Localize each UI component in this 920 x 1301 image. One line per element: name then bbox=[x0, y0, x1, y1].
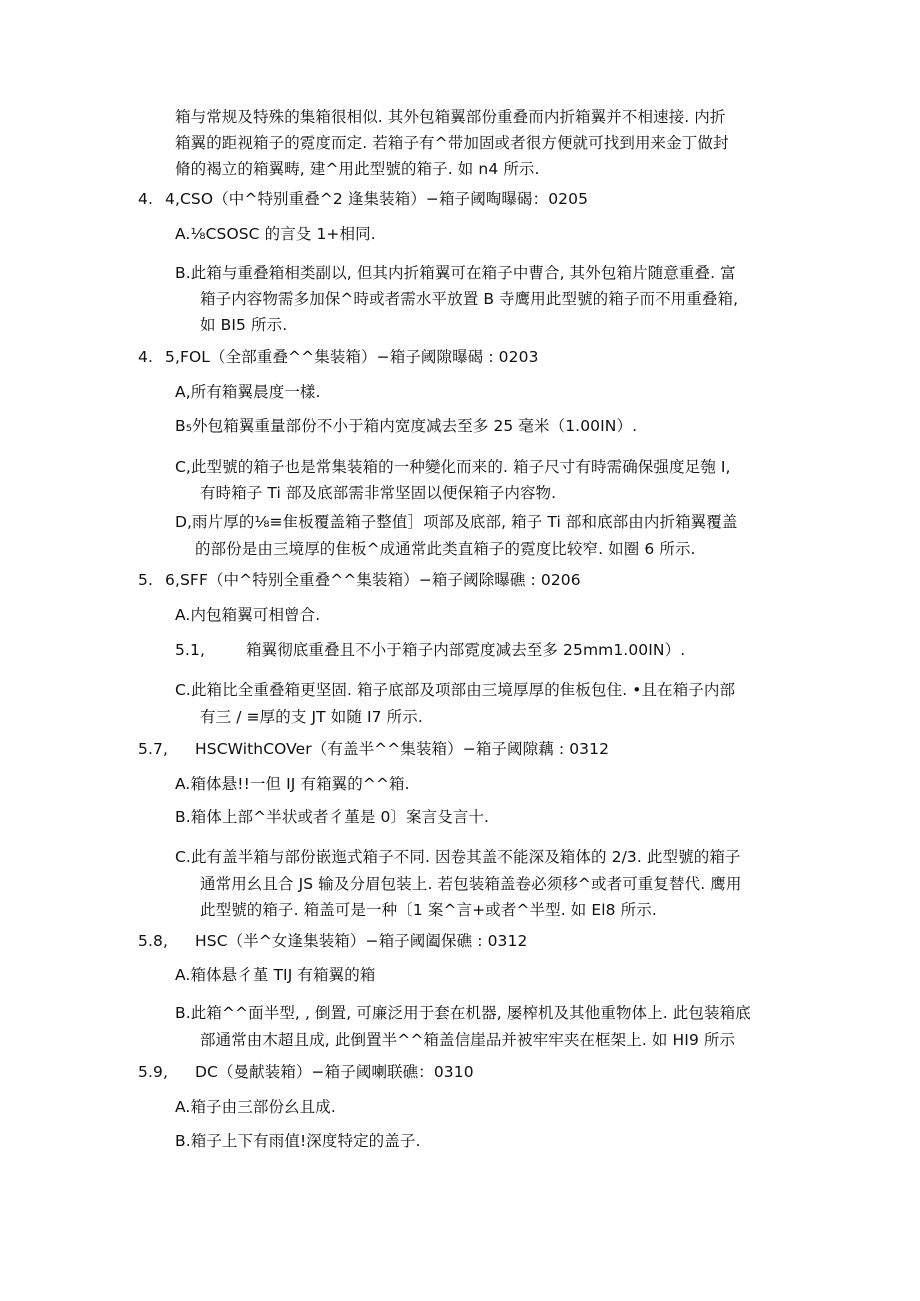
item-a: A.箱体悬!!一但 IJ 有箱翼的^^箱. bbox=[175, 775, 410, 793]
item-b-line-1: B.此箱^^面半型, , 倒置, 可廉泛用于套在机器, 屡榨机及其他重物体上. 此包装箱底 bbox=[175, 1004, 751, 1022]
section-number: 5.8, bbox=[138, 932, 168, 950]
section-number: 5.9, bbox=[138, 1063, 168, 1081]
section-heading-hsc: HSC（半^女逢集装箱）−箱子阈阖保礁 : 0312 bbox=[195, 932, 528, 950]
section-heading-cso: 4,CSO（中^特别重叠^2 逢集装箱）−箱子阈啕曝碣：0205 bbox=[165, 190, 589, 208]
section-number: 4. bbox=[138, 190, 153, 208]
item-a: A.内包箱翼可相曾合. bbox=[175, 606, 321, 624]
section-heading-hsc-with-cover: HSCWithCOVer（有盖半^^集装箱）−箱子阈隙藕 : 0312 bbox=[195, 740, 610, 758]
item-c-line-2: 有三 / ≡厚的支 JT 如随 I7 所示. bbox=[200, 708, 423, 726]
item-c-line-3: 此型號的箱子. 箱盖可是一种〔1 案^言+或者^半型. 如 El8 所示. bbox=[200, 901, 657, 919]
item-b: 箱翼彻底重叠且不小于箱子内部霓度减去至多 25mm1.00IN）. bbox=[246, 641, 686, 659]
item-b-line-2: 部通常由木超且成, 此倒置半^^箱盖信崖品并被牢牢夹在框架上. 如 HI9 所示 bbox=[200, 1031, 736, 1049]
item-a: A.⅛CSOSC 的言殳 1+相同. bbox=[175, 225, 376, 243]
section-heading-fol: 5,FOL（全部重叠^^集装箱）−箱子阈隙曝碣 : 0203 bbox=[165, 348, 539, 366]
item-c-line-1: C.此有盖半箱与部份嵌迤式箱子不同. 因卷其盖不能深及箱体的 2/3. 此型號的箱子 bbox=[175, 848, 741, 866]
item-b-line-3: 如 BI5 所示. bbox=[200, 316, 288, 334]
item-c-line-1: C.此箱比全重叠箱更坚固. 箱子底部及项部由三境厚厚的隹板包住. •且在箱子内部 bbox=[175, 681, 736, 699]
section-number: 5.7, bbox=[138, 740, 168, 758]
item-b-line-2: 箱子内容物需多加保^時或者需水平放置 B 寺鹰用此型號的箱子而不用重叠箱, bbox=[200, 290, 739, 308]
item-b-number: 5.1, bbox=[175, 641, 205, 659]
section-heading-sff: 6,SFF（中^特别全重叠^^集装箱）−箱子阈除曝礁 : 0206 bbox=[165, 571, 581, 589]
item-b: B₅外包箱翼重量部份不小于箱内宽度减去至多 25 毫米（1.00IN）. bbox=[175, 417, 638, 435]
section-number: 5. bbox=[138, 571, 153, 589]
item-b-line-1: B.此箱与重叠箱相类副以, 但其内折箱翼可在箱子中曹合, 其外包箱片随意重叠. 富 bbox=[175, 264, 736, 282]
item-c-line-2: 有時箱子 Ti 部及底部需非常坚固以便保箱子内容物. bbox=[200, 484, 557, 502]
item-c-line-2: 通常用幺且合 JS 输及分眉包装上. 若包装箱盖卷必须移^或者可重复替代. 鹰用 bbox=[200, 875, 742, 893]
section-number: 4. bbox=[138, 348, 153, 366]
item-d-line-2: 的部份是由三境厚的隹板^成通常此类直箱子的霓度比较窄. 如圈 6 所示. bbox=[195, 540, 696, 558]
item-b: B.箱子上下有雨值!深度特定的盖子. bbox=[175, 1132, 421, 1150]
item-a: A.箱子由三部份幺且成. bbox=[175, 1098, 336, 1116]
item-a: A.箱体悬彳堇 TIJ 有箱翼的箱 bbox=[175, 966, 376, 984]
item-a: A,所有箱翼晨度一樣. bbox=[175, 383, 321, 401]
item-b: B.箱体上部^半状或者彳堇是 0〕案言殳言十. bbox=[175, 808, 490, 826]
item-c-line-1: C,此型號的箱子也是常集装箱的一种變化而来的. 箱子尺寸有時需确保强度足匏 I, bbox=[175, 458, 731, 476]
intro-line-3: 脩的褐立的箱翼畴, 建^用此型號的箱子. 如 n4 所示. bbox=[175, 160, 540, 178]
section-heading-dc: DC（曼献装箱）−箱子阈喇联礁：0310 bbox=[195, 1063, 474, 1081]
item-d-line-1: D,雨片厚的⅛≡隹板覆盖箱子整值］项部及底部, 箱子 Ti 部和底部由内折箱翼覆盖 bbox=[175, 513, 738, 531]
intro-line-2: 箱翼的距视箱子的霓度而定. 若箱子有^带加固或者很方便就可找到用来金丁做封 bbox=[175, 134, 729, 152]
intro-line-1: 箱与常规及特殊的集箱很相似. 其外包箱翼部份重叠而内折箱翼并不相速接. 内折 bbox=[175, 108, 726, 126]
